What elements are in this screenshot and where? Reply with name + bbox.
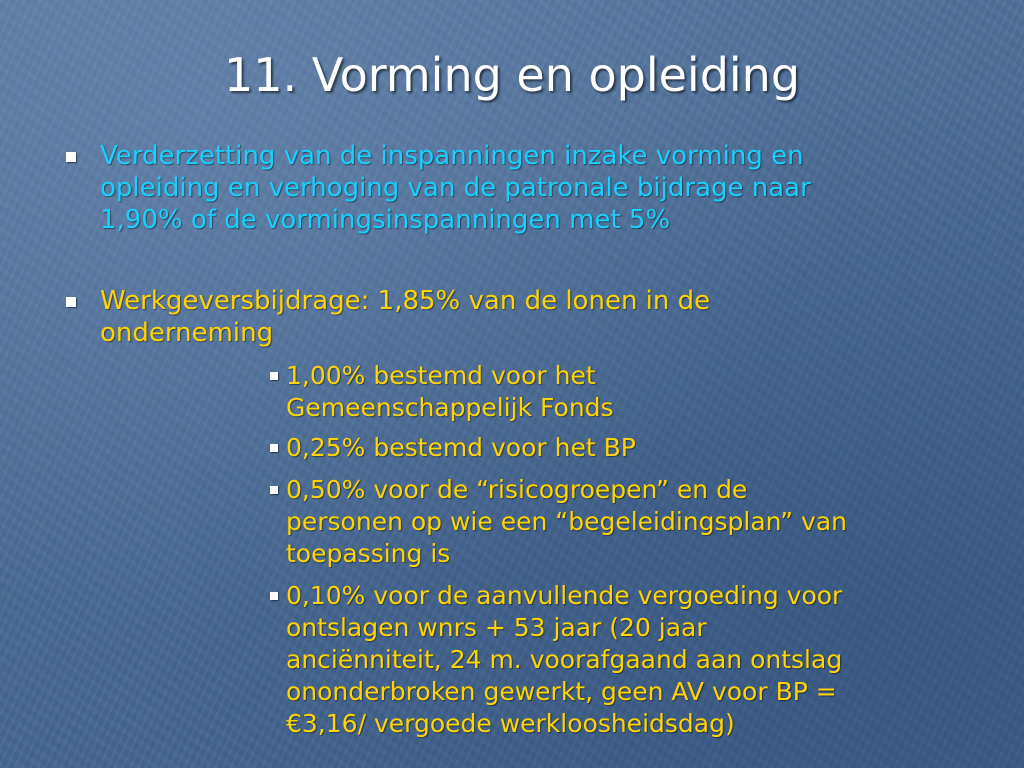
sub-bullet-risk-groups — [270, 474, 970, 570]
square-bullet-icon — [270, 444, 278, 452]
text-line: €3,16/ vergoede werkloosheidsdag) — [286, 709, 735, 738]
text-line: personen op wie een “begeleidingsplan” van — [286, 507, 847, 536]
text-line: 1,90% of de vormingsinspanningen met 5% — [100, 205, 671, 235]
square-bullet-icon — [270, 592, 278, 600]
sub-bullet-supplementary-allowance — [270, 580, 970, 740]
text-line: 0,10% voor de aanvullende vergoeding voor — [286, 581, 843, 610]
sub-bullet-bp — [270, 432, 970, 464]
square-bullet-icon — [66, 297, 76, 307]
text-line: 0,25% bestemd voor het BP — [286, 433, 636, 462]
text-line: 1,00% bestemd voor het — [286, 361, 596, 390]
square-bullet-icon — [66, 152, 76, 162]
bullet-text — [100, 140, 811, 236]
text-line: toepassing is — [286, 539, 451, 568]
sub-bullet-text — [286, 580, 842, 740]
text-line: anciënniteit, 24 m. voorafgaand aan ontslag — [286, 645, 843, 674]
text-line: 0,50% voor de “risicogroepen” en de — [286, 475, 748, 504]
text-line: Werkgeversbijdrage: 1,85% van de lonen in de — [100, 286, 711, 316]
bullet-training-efforts — [66, 140, 946, 236]
bullet-text — [100, 285, 710, 349]
text-line: opleiding en verhoging van de patronale bijdrage naar — [100, 173, 811, 203]
text-line: Verderzetting van de inspanningen inzake vorming en — [100, 141, 804, 171]
sub-bullet-common-fund — [270, 360, 970, 424]
text-line: Gemeenschappelijk Fonds — [286, 393, 614, 422]
text-line: ononderbroken gewerkt, geen AV voor BP = — [286, 677, 837, 706]
square-bullet-icon — [270, 486, 278, 494]
sub-bullet-text — [286, 474, 847, 570]
slide-title: 11. Vorming en opleiding — [223, 48, 801, 102]
bullet-employer-contribution — [66, 285, 946, 349]
text-line: onderneming — [100, 318, 274, 348]
square-bullet-icon — [270, 372, 278, 380]
sub-bullet-text — [286, 360, 614, 424]
text-line: ontslagen wnrs + 53 jaar (20 jaar — [286, 613, 707, 642]
sub-bullet-text — [286, 432, 636, 464]
